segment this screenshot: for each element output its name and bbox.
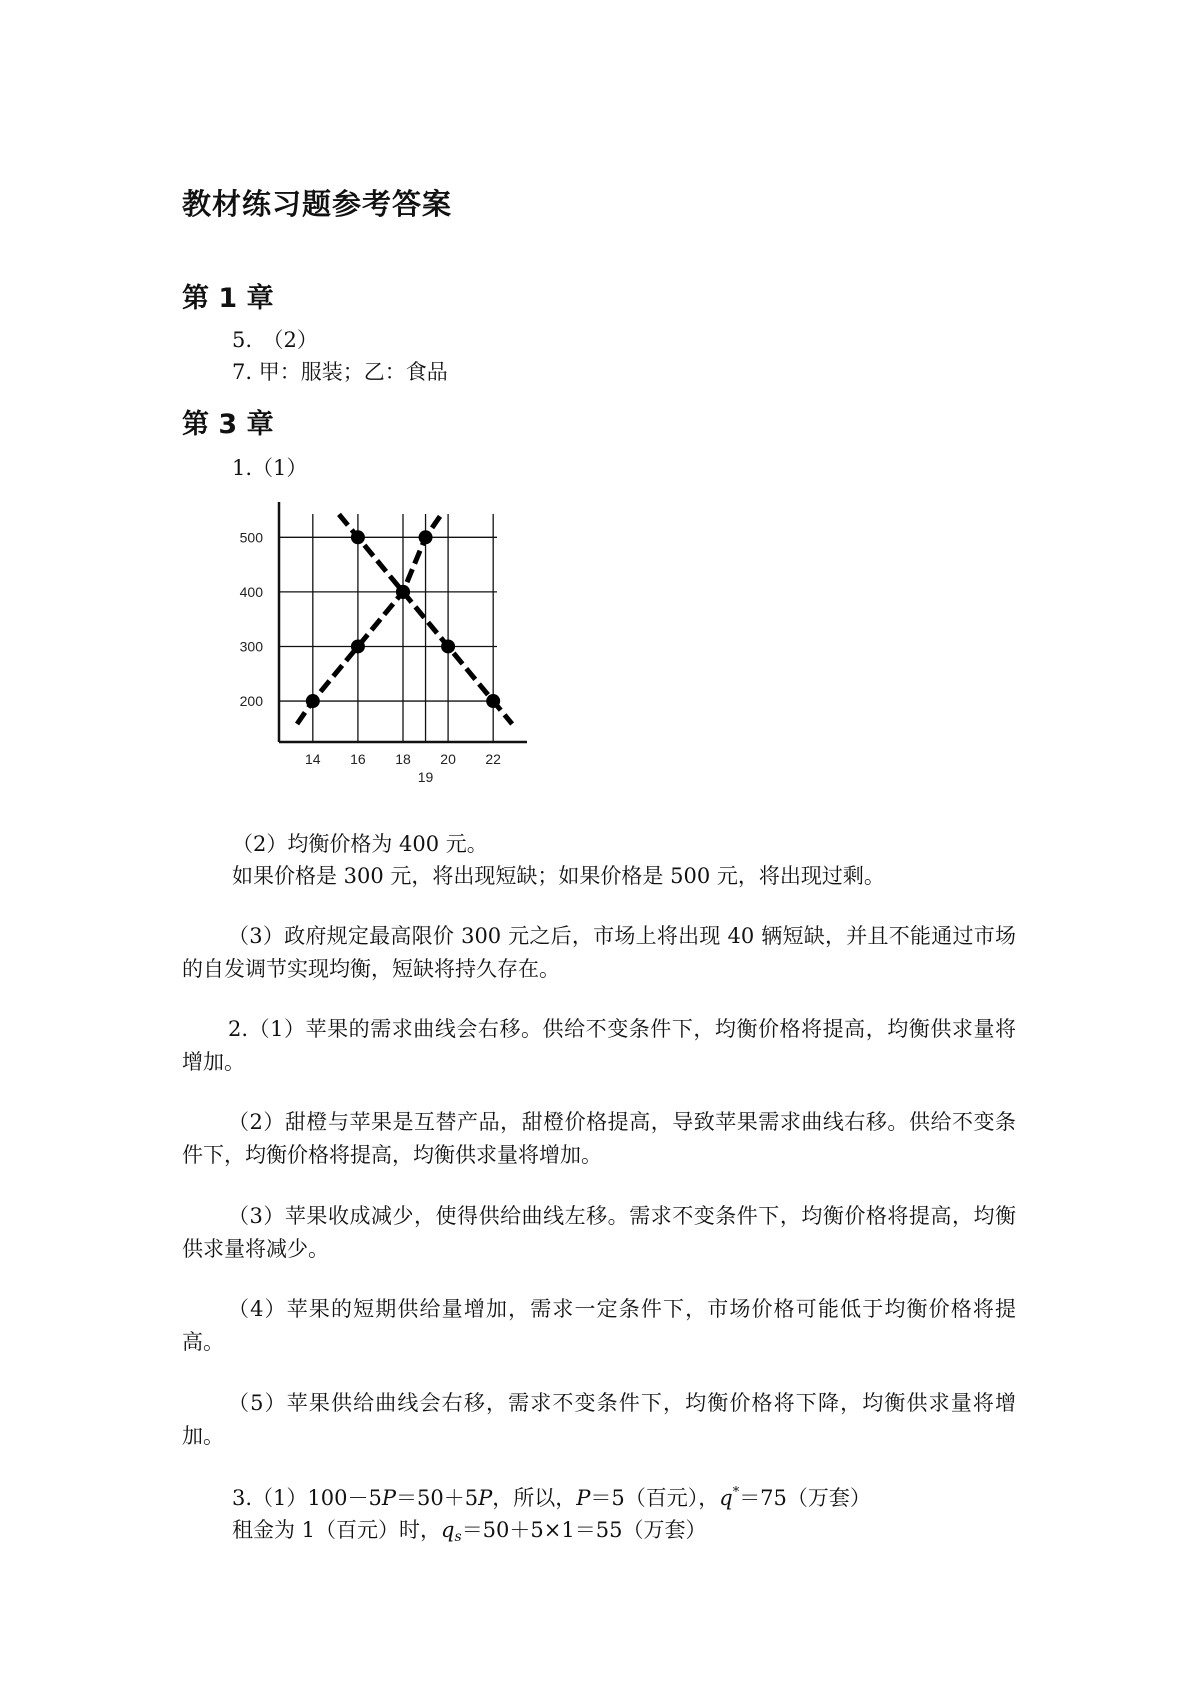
chapter-3-heading: 第 3 章 — [182, 409, 274, 440]
page-title: 教材练习题参考答案 — [182, 187, 453, 221]
ch3-answer-2-1: 2.（1）苹果的需求曲线会右移。供给不变条件下，均衡价格将提高，均衡供求量将增加。 — [182, 1017, 1016, 1074]
data-point — [351, 530, 365, 544]
x-tick-label: 20 — [440, 751, 456, 767]
data-point — [419, 530, 433, 544]
y-tick-label: 500 — [239, 529, 263, 546]
x-tick-label: 14 — [305, 751, 321, 767]
x-tick-label: 18 — [395, 751, 411, 767]
ch1-answer-7: 7. 甲：服装；乙：食品 — [232, 360, 448, 384]
eq-tail: ＝50＋5×1＝55（万套） — [461, 1518, 707, 1542]
var-p: P — [381, 1486, 396, 1510]
eq-mid: ，所以， — [492, 1486, 577, 1510]
ch3-answer-1-2a: （2）均衡价格为 400 元。 — [232, 832, 488, 856]
data-point — [351, 639, 365, 653]
x-tick-label: 16 — [350, 751, 366, 767]
eq-prefix: 租金为 1（百元）时， — [232, 1518, 442, 1542]
data-point — [396, 585, 410, 599]
y-tick-label: 200 — [239, 693, 263, 710]
var-q: q — [441, 1518, 455, 1542]
y-tick-label: 400 — [239, 583, 263, 600]
ch3-answer-1-label: 1.（1） — [232, 456, 308, 480]
eq-tail: ＝75（万套） — [739, 1486, 871, 1510]
eq-mid: ＝5（百元）， — [590, 1486, 720, 1510]
superscript-star: * — [732, 1485, 740, 1500]
ch3-answer-2-5: （5）苹果供给曲线会右移，需求不变条件下，均衡价格将下降，均衡供求量将增加。 — [182, 1391, 1016, 1448]
ch3-answer-3-1b — [232, 1514, 706, 1549]
data-point — [486, 694, 500, 708]
x-tick-label: 19 — [417, 769, 434, 785]
x-tick-label: 22 — [485, 751, 501, 767]
ch3-answer-1-2b: 如果价格是 300 元，将出现短缺；如果价格是 500 元，将出现过剩。 — [232, 864, 885, 888]
data-point — [306, 694, 320, 708]
eq-prefix: 3.（1）100－5 — [232, 1486, 382, 1510]
chapter-1-heading: 第 1 章 — [182, 283, 274, 314]
eq-mid: ＝50＋5 — [395, 1486, 479, 1510]
subscript-s: s — [454, 1529, 462, 1545]
y-tick-label: 300 — [239, 638, 263, 655]
ch3-answer-3-1 — [232, 1482, 871, 1518]
ch1-answer-5: 5. （2） — [232, 328, 318, 352]
var-q: q — [719, 1486, 733, 1510]
supply-demand-chart — [215, 500, 545, 800]
ch3-answer-2-2: （2）甜橙与苹果是互替产品，甜橙价格提高，导致苹果需求曲线右移。供给不变条件下，均衡价格将提高，均衡供求量将增加。 — [182, 1110, 1016, 1167]
ch3-answer-2-3: （3）苹果收成减少，使得供给曲线左移。需求不变条件下，均衡价格将提高，均衡供求量将减少。 — [182, 1204, 1016, 1261]
ch3-answer-1-3: （3）政府规定最高限价 300 元之后，市场上将出现 40 辆短缺，并且不能通过市场的自发调节实现均衡，短缺将持久存在。 — [182, 924, 1016, 981]
var-p: P — [478, 1486, 493, 1510]
var-p: P — [576, 1486, 591, 1510]
ch3-answer-2-4: （4）苹果的短期供给量增加，需求一定条件下，市场价格可能低于均衡价格将提高。 — [182, 1297, 1016, 1354]
data-point — [441, 639, 455, 653]
supply-curve — [297, 514, 441, 724]
